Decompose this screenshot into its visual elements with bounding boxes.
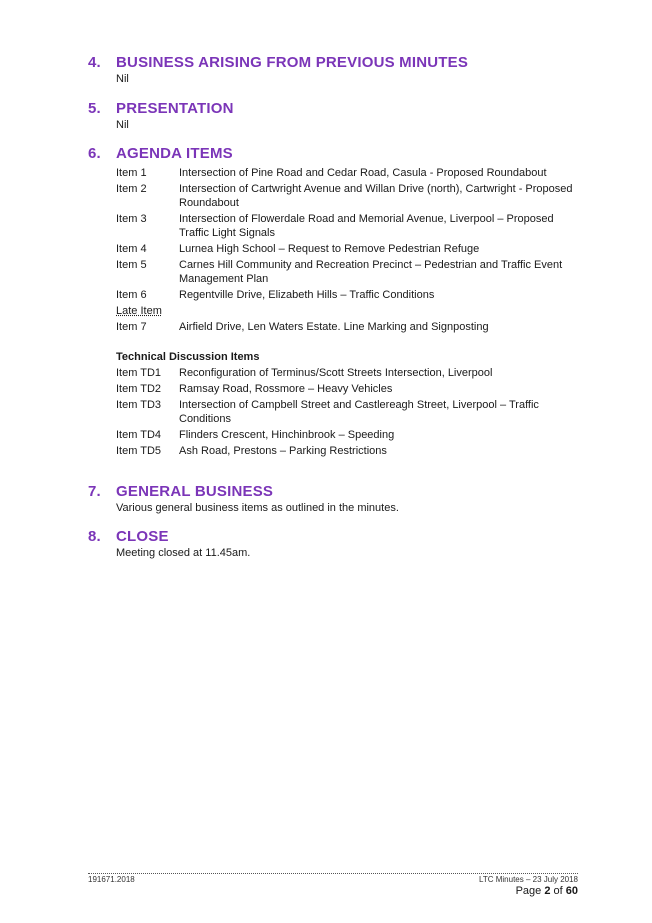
section-heading bbox=[88, 483, 399, 500]
agenda-item bbox=[116, 212, 579, 240]
item-label: Item 4 bbox=[116, 243, 147, 255]
item-label: Item 5 bbox=[116, 259, 147, 271]
footer-document-title: LTC Minutes – 23 July 2018 bbox=[478, 875, 578, 884]
section-general-business bbox=[88, 483, 399, 515]
section-agenda-items bbox=[88, 145, 579, 460]
item-description: Airfield Drive, Len Waters Estate. Line Marking and Signposting bbox=[179, 321, 489, 333]
technical-discussion-heading: Technical Discussion Items bbox=[116, 351, 260, 363]
section-close bbox=[88, 528, 250, 560]
item-label: Item TD4 bbox=[116, 429, 162, 441]
section-title: GENERAL BUSINESS bbox=[116, 483, 274, 500]
item-description: Ash Road, Prestons – Parking Restrictions bbox=[179, 445, 387, 457]
item-description: Ramsay Road, Rossmore – Heavy Vehicles bbox=[179, 383, 393, 395]
page-prefix: Page bbox=[515, 885, 545, 897]
section-heading bbox=[88, 54, 468, 71]
item-label: Item TD1 bbox=[116, 367, 162, 379]
item-description: Intersection of Pine Road and Cedar Road, Casula - Proposed Roundabout bbox=[179, 167, 547, 179]
item-label: Item 3 bbox=[116, 213, 147, 225]
section-title: BUSINESS ARISING FROM PREVIOUS MINUTES bbox=[116, 54, 469, 71]
section-heading bbox=[88, 528, 250, 545]
item-label: Item 7 bbox=[116, 321, 147, 333]
section-heading bbox=[88, 100, 234, 117]
technical-item bbox=[116, 398, 579, 426]
section-body: Nil bbox=[116, 119, 129, 131]
technical-item bbox=[116, 366, 579, 380]
footer-document-id: 191671.2018 bbox=[88, 875, 135, 884]
section-body: Meeting closed at 11.45am. bbox=[116, 547, 251, 559]
agenda-item bbox=[116, 242, 579, 256]
item-description: Regentville Drive, Elizabeth Hills – Traffic Conditions bbox=[179, 289, 435, 301]
item-description: Intersection of Cartwright Avenue and Willan Drive (north), Cartwright - Proposed Roundabout bbox=[179, 183, 573, 209]
technical-item bbox=[116, 382, 579, 396]
page-current: 2 bbox=[544, 885, 551, 897]
technical-item bbox=[116, 428, 579, 442]
footer-divider bbox=[88, 873, 578, 874]
section-number: 8. bbox=[88, 528, 101, 545]
section-presentation bbox=[88, 100, 234, 132]
late-item-heading: Late Item bbox=[116, 305, 162, 317]
section-title: PRESENTATION bbox=[116, 100, 234, 117]
agenda-item bbox=[116, 288, 579, 302]
section-number: 6. bbox=[88, 145, 101, 162]
section-title: AGENDA ITEMS bbox=[116, 145, 233, 162]
section-title: CLOSE bbox=[116, 528, 169, 545]
section-heading bbox=[88, 145, 579, 162]
item-label: Item 1 bbox=[116, 167, 147, 179]
item-description: Carnes Hill Community and Recreation Precinct – Pedestrian and Traffic Event Management Plan bbox=[179, 259, 563, 285]
page-of: of bbox=[550, 885, 566, 897]
agenda-item bbox=[116, 258, 579, 286]
item-label: Item 2 bbox=[116, 183, 147, 195]
section-number: 4. bbox=[88, 54, 101, 71]
page-total: 60 bbox=[565, 885, 578, 897]
section-body: Nil bbox=[116, 73, 129, 85]
item-description: Intersection of Campbell Street and Castlereagh Street, Liverpool – Traffic Conditions bbox=[179, 399, 539, 425]
agenda-item-list bbox=[116, 166, 579, 458]
agenda-item bbox=[116, 166, 579, 180]
item-label: Item TD3 bbox=[116, 399, 162, 411]
technical-item bbox=[116, 444, 579, 458]
agenda-item bbox=[116, 320, 579, 334]
section-number: 5. bbox=[88, 100, 101, 117]
item-label: Item TD2 bbox=[116, 383, 162, 395]
item-description: Reconfiguration of Terminus/Scott Streets Intersection, Liverpool bbox=[179, 367, 493, 379]
section-body: Various general business items as outlined in the minutes. bbox=[116, 502, 399, 514]
item-description: Lurnea High School – Request to Remove Pedestrian Refuge bbox=[179, 243, 480, 255]
page-number bbox=[460, 885, 578, 897]
agenda-item bbox=[116, 182, 579, 210]
item-description: Flinders Crescent, Hinchinbrook – Speeding bbox=[179, 429, 395, 441]
section-business-arising bbox=[88, 54, 468, 86]
item-label: Item 6 bbox=[116, 289, 147, 301]
item-label: Item TD5 bbox=[116, 445, 162, 457]
section-number: 7. bbox=[88, 483, 101, 500]
item-description: Intersection of Flowerdale Road and Memorial Avenue, Liverpool – Proposed Traffic Light Signals bbox=[179, 213, 554, 239]
